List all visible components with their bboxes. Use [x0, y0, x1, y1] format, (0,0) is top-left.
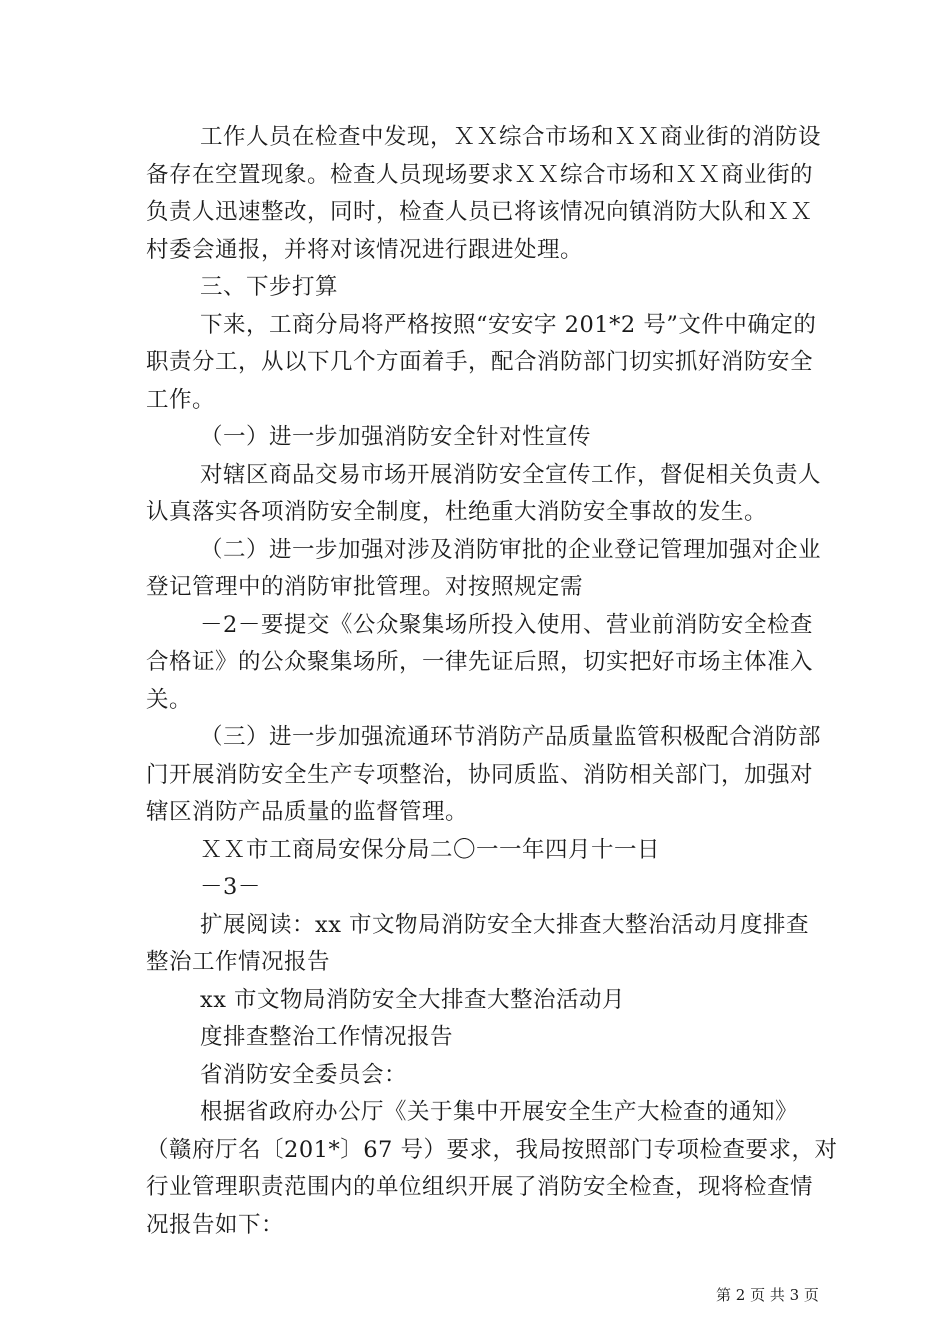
- text-line: 况报告如下：: [146, 1212, 285, 1238]
- text-line: 整治工作情况报告: [146, 949, 331, 975]
- text-line: 职责分工，从以下几个方面着手，配合消防部门切实抓好消防安全: [146, 349, 814, 375]
- text-line: 登记管理中的消防审批管理。对按照规定需: [146, 574, 584, 600]
- text-line: 认真落实各项消防安全制度，杜绝重大消防安全事故的发生。: [146, 499, 768, 525]
- text-line: 门开展消防安全生产专项整治，协同质监、消防相关部门，加强对: [146, 762, 814, 788]
- page-number-footer: 第 2 页 共 3 页: [716, 1286, 819, 1304]
- text-line: 备存在空置现象。检查人员现场要求ＸＸ综合市场和ＸＸ商业街的: [146, 162, 814, 188]
- text-line: 行业管理职责范围内的单位组织开展了消防安全检查，现将检查情: [146, 1174, 814, 1200]
- page-marker: －3－: [200, 874, 261, 900]
- text-line: 合格证》的公众聚集场所，一律先证后照，切实把好市场主体准入: [146, 649, 814, 675]
- text-line: 关。: [146, 687, 193, 713]
- report-title: xx 市文物局消防安全大排查大整治活动月: [200, 987, 626, 1013]
- subsection-heading: （一）进一步加强消防安全针对性宣传: [200, 424, 592, 450]
- salutation: 省消防安全委员会：: [200, 1062, 408, 1088]
- text-line: 根据省政府办公厅《关于集中开展安全生产大检查的通知》: [200, 1099, 799, 1125]
- text-line: 工作人员在检查中发现，ＸＸ综合市场和ＸＸ商业街的消防设: [200, 124, 822, 150]
- section-heading: 三、下步打算: [200, 274, 339, 300]
- text-line: 扩展阅读：xx 市文物局消防安全大排查大整治活动月度排查: [200, 912, 810, 938]
- text-line: 对辖区商品交易市场开展消防安全宣传工作，督促相关负责人: [200, 462, 822, 488]
- text-line: 下来，工商分局将严格按照“安安字 201*2 号”文件中确定的: [200, 312, 817, 338]
- text-line: 村委会通报，并将对该情况进行跟进处理。: [146, 237, 584, 263]
- text-line: 工作。: [146, 387, 216, 413]
- subsection-heading: （二）进一步加强对涉及消防审批的企业登记管理加强对企业: [200, 537, 822, 563]
- report-title: 度排查整治工作情况报告: [200, 1024, 454, 1050]
- signature-date: ＸＸ市工商局安保分局二〇一一年四月十一日: [200, 837, 661, 863]
- subsection-heading: （三）进一步加强流通环节消防产品质量监管积极配合消防部: [200, 724, 822, 750]
- text-line: 负责人迅速整改，同时，检查人员已将该情况向镇消防大队和ＸＸ: [146, 199, 814, 225]
- text-line: （赣府厅名〔201*〕67 号）要求，我局按照部门专项检查要求，对: [146, 1137, 838, 1163]
- text-line: 辖区消防产品质量的监督管理。: [146, 799, 469, 825]
- text-line: －2－要提交《公众聚集场所投入使用、营业前消防安全检查: [200, 612, 813, 638]
